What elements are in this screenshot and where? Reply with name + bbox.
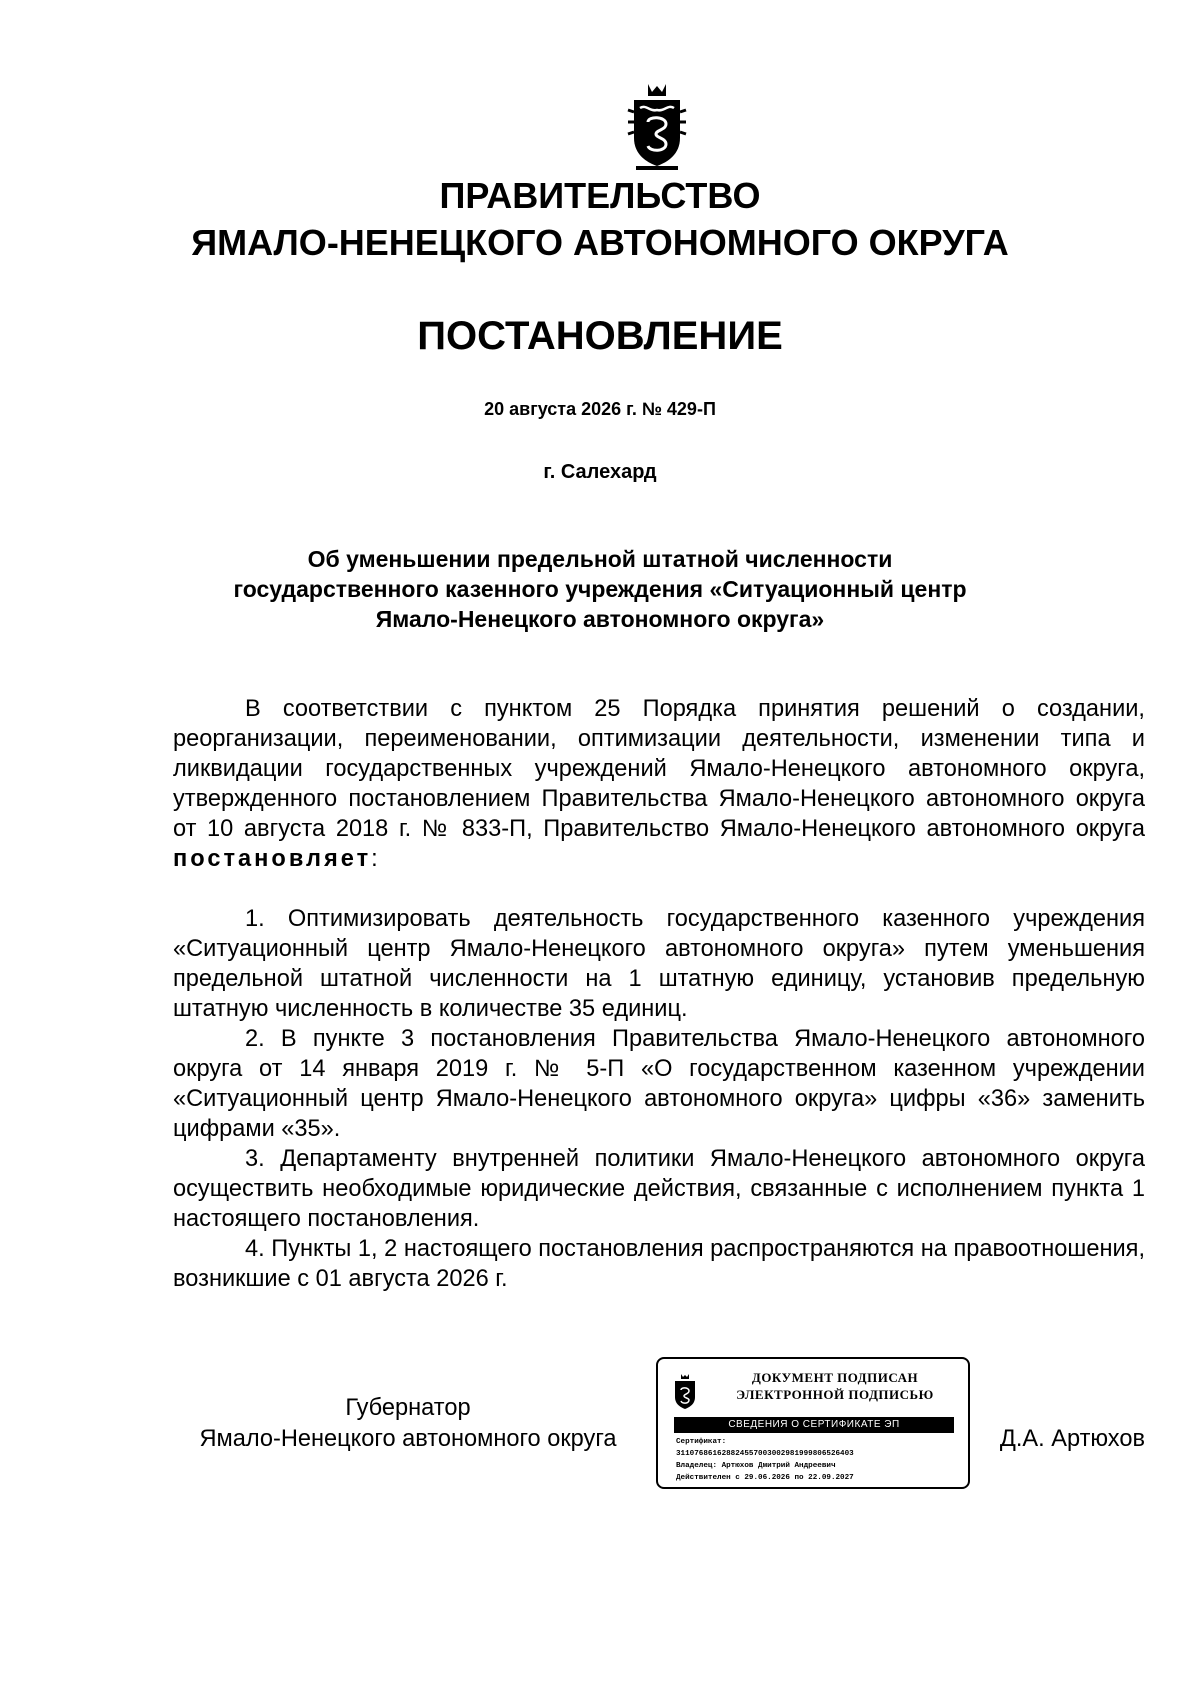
coat-of-arms-icon [626, 82, 688, 174]
preamble-text: В соответствии с пунктом 25 Порядка принятия решений о создании, реорганизации, переименовании, оптимизации деятельности, изменении типа и ликвидации государственных учреждений Ямало-Ненецкого автономного округа, утвержденного постановлением Правительства Ямало-Ненецкого автономного округа от 10 августа 2018 г. № 833-П, Правительство Ямало-Ненецкого автономного округа [173, 696, 1145, 842]
stamp-certificate-info [676, 1436, 964, 1484]
government-title-line1: ПРАВИТЕЛЬСТВО [439, 175, 761, 216]
document-city: г. Салехард [543, 461, 657, 483]
subject-line3: Ямало-Ненецкого автономного округа» [375, 606, 825, 632]
resolution-keyword: постановляет [173, 846, 372, 872]
certificate-number: 311076861628824557003002981999806526403 [676, 1450, 854, 1458]
preamble-end: : [371, 846, 378, 872]
stamp-title-line2: ЭЛЕКТРОННОЙ ПОДПИСЬЮ [736, 1387, 934, 1402]
subject-line1: Об уменьшении предельной штатной численности [307, 546, 893, 572]
document-subject [0, 544, 1200, 634]
signer-role-line2: Ямало-Ненецкого автономного округа [199, 1426, 617, 1452]
signer-role-line1: Губернатор [345, 1395, 471, 1421]
document-type: ПОСТАНОВЛЕНИЕ [417, 314, 783, 358]
certificate-validity: Действителен с 29.06.2026 по 22.09.2027 [676, 1474, 854, 1482]
stamp-title [708, 1369, 962, 1403]
stamp-title-line1: ДОКУМЕНТ ПОДПИСАН [751, 1370, 919, 1385]
government-title-line2: ЯМАЛО-НЕНЕЦКОГО АВТОНОМНОГО ОКРУГА [191, 222, 1009, 263]
certificate-label: Сертификат: [676, 1438, 727, 1446]
stamp-certificate-bar: СВЕДЕНИЯ О СЕРТИФИКАТЕ ЭП [674, 1417, 954, 1433]
preamble-paragraph [173, 694, 1145, 874]
subject-line2: государственного казенного учреждения «Ситуационный центр [233, 576, 967, 602]
electronic-signature-stamp [656, 1357, 970, 1489]
resolution-item-4: 4. Пункты 1, 2 настоящего постановления распространяются на правоотношения, возникшие с 01 августа 2026 г. [173, 1236, 1146, 1292]
resolution-items [173, 904, 1145, 1294]
resolution-item-1: 1. Оптимизировать деятельность государственного казенного учреждения «Ситуационный центр Ямало-Ненецкого автономного округа» путем уменьшения предельной штатной численности на 1 штатную единицу, установив предельную штатную численность в количестве 35 единиц. [173, 906, 1145, 1022]
preamble [173, 694, 1145, 874]
signer-position [173, 1393, 643, 1455]
stamp-coat-of-arms-icon [672, 1373, 698, 1411]
signer-name: Д.А. Артюхов [999, 1426, 1145, 1452]
certificate-owner: Владелец: Артюхов Дмитрий Андреевич [676, 1462, 836, 1470]
resolution-item-2: 2. В пункте 3 постановления Правительства Ямало-Ненецкого автономного округа от 14 января 2019 г. № 5-П «О государственном казенном учреждении «Ситуационный центр Ямало-Ненецкого автономного округа» цифры «36» заменить цифрами «35». [173, 1026, 1145, 1142]
resolution-item-3: 3. Департаменту внутренней политики Ямало-Ненецкого автономного округа осуществить необходимые юридические действия, связанные с исполнением пункта 1 настоящего постановления. [173, 1146, 1145, 1232]
document-date-number: 20 августа 2026 г. № 429-П [484, 399, 716, 419]
